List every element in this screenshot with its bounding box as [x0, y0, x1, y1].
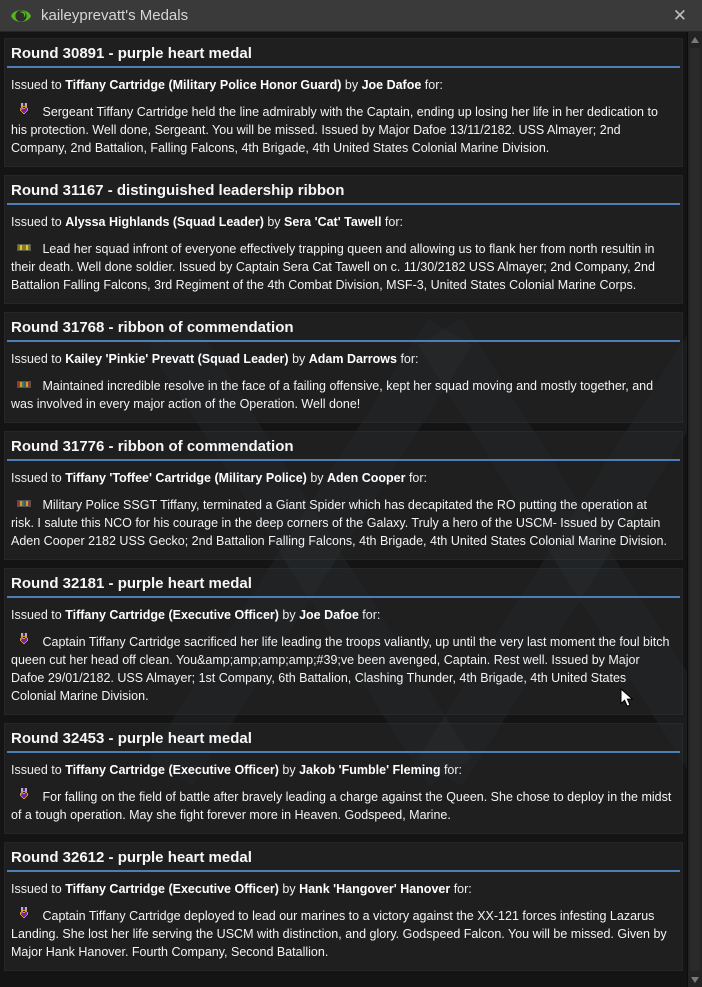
- window-titlebar: [0, 0, 702, 32]
- medals-scroll-area: [0, 32, 687, 987]
- issued-to-label: Issued to: [11, 78, 66, 92]
- for-label: for:: [396, 352, 419, 366]
- byond-eye-icon: [10, 5, 32, 27]
- medal-entry-heading: Round 31776 - ribbon of commendation: [11, 438, 294, 455]
- by-label: by: [278, 882, 300, 896]
- medal-entry: [4, 842, 683, 971]
- recipient-name: Tiffany Cartridge (Military Police Honor Guard): [65, 78, 342, 92]
- triangle-up-icon: [691, 37, 699, 43]
- issuer-name: Aden Cooper: [327, 471, 406, 485]
- issuer-name: Adam Darrows: [308, 352, 397, 366]
- citation-text: Sergeant Tiffany Cartridge held the line admirably with the Captain, ending up losing her life in her dedication to his protection. Well done, Sergeant. You will be missed. Issued by Major Dafoe 13/11/2182. USS Almayer; 2nd Company, 2nd Battalion, Falling Falcons, 4th Brigade, 4th United States Colonial Marine Division.: [11, 105, 658, 155]
- triangle-down-icon: [691, 977, 699, 983]
- by-label: by: [288, 352, 309, 366]
- heading-underline-rule: [7, 340, 680, 342]
- by-label: by: [306, 471, 327, 485]
- medal-citation: [11, 240, 672, 294]
- heading-underline-rule: [7, 751, 680, 753]
- medal-citation: [11, 633, 672, 705]
- issuer-name: Joe Dafoe: [299, 608, 359, 622]
- scroll-down-button[interactable]: [688, 972, 702, 987]
- issued-to-label: Issued to: [11, 763, 66, 777]
- scrollbar-thumb[interactable]: [690, 48, 700, 971]
- recipient-name: Alyssa Highlands (Squad Leader): [65, 215, 264, 229]
- scroll-up-button[interactable]: [688, 32, 702, 47]
- medal-citation: [11, 377, 672, 413]
- issued-to-label: Issued to: [11, 215, 66, 229]
- by-label: by: [278, 763, 300, 777]
- close-button[interactable]: ✕: [672, 6, 687, 25]
- for-label: for:: [381, 215, 403, 229]
- commendation-ribbon-icon: [16, 496, 32, 512]
- issued-line: [11, 607, 672, 624]
- medal-entry-heading: Round 32181 - purple heart medal: [11, 575, 252, 592]
- medal-entry-heading: Round 30891 - purple heart medal: [11, 45, 252, 62]
- citation-text: Captain Tiffany Cartridge sacrificed her life leading the troops valiantly, up until the very last moment the foul bitch queen cut her head off clean. You&amp;amp;amp;amp;#39;ve been avenged, Captain. Rest well. Issued by Major Dafoe 29/01/2182. USS Almayer; 1st Company, 6th Battalion, Clashing Thunder, 4th Brigade, 4th United States Colonial Marine Division.: [11, 635, 670, 703]
- issuer-name: Hank 'Hangover' Hanover: [299, 882, 451, 896]
- heading-underline-rule: [7, 459, 680, 461]
- heading-underline-rule: [7, 66, 680, 68]
- issued-line: [11, 881, 672, 898]
- medal-citation: [11, 496, 672, 550]
- medal-entries-list: [4, 38, 683, 971]
- citation-text: Lead her squad infront of everyone effectively trapping queen and allowing us to flank her from north resultin in their death. Well done soldier. Issued by Captain Sera Cat Tawell on c. 11/30/2182 USS Almayer; 2nd Company, 2nd Battalion Falling Falcons, 3rd Regiment of the 4th Combat Division, MSF-3, United States Colonial Marine Corps.: [11, 242, 655, 292]
- medal-entry: [4, 38, 683, 167]
- vertical-scrollbar[interactable]: [687, 32, 702, 987]
- recipient-name: Tiffany Cartridge (Executive Officer): [65, 608, 279, 622]
- issued-line: [11, 214, 672, 231]
- issuer-name: Jakob 'Fumble' Fleming: [299, 763, 441, 777]
- issued-to-label: Issued to: [11, 882, 66, 896]
- for-label: for:: [405, 471, 428, 485]
- purple-heart-medal-icon: [16, 907, 32, 923]
- purple-heart-medal-icon: [16, 633, 32, 649]
- leadership-ribbon-icon: [16, 240, 32, 256]
- citation-text: Military Police SSGT Tiffany, terminated a Giant Spider which has decapitated the RO putting the operation at risk. I salute this NCO for his courage in the deep corners of the Galaxy. Truly a hero of the USCM- Issued by Captain Aden Cooper 2182 USS Gecko; 2nd Battalion Falling Falcons, 4th Brigade, 4th United States Colonial Marine Division.: [11, 498, 667, 548]
- issued-line: [11, 470, 672, 487]
- issued-line: [11, 351, 672, 368]
- recipient-name: Tiffany 'Toffee' Cartridge (Military Police): [65, 471, 307, 485]
- for-label: for:: [440, 763, 463, 777]
- window-title: kaileyprevatt's Medals: [41, 7, 189, 24]
- medal-entry-heading: Round 32612 - purple heart medal: [11, 849, 252, 866]
- medal-entry: [4, 568, 683, 715]
- medal-entry: [4, 431, 683, 560]
- citation-text: For falling on the field of battle after bravely leading a charge against the Queen. She chose to deploy in the midst of a tough operation. May she fight forever more in Heaven. Godspeed, Marine.: [11, 790, 672, 822]
- recipient-name: Kailey 'Pinkie' Prevatt (Squad Leader): [65, 352, 289, 366]
- medal-entry-heading: Round 31768 - ribbon of commendation: [11, 319, 294, 336]
- issued-line: [11, 762, 672, 779]
- medal-citation: [11, 907, 672, 961]
- recipient-name: Tiffany Cartridge (Executive Officer): [65, 882, 279, 896]
- for-label: for:: [421, 78, 443, 92]
- commendation-ribbon-icon: [16, 377, 32, 393]
- medal-entry-heading: Round 32453 - purple heart medal: [11, 730, 252, 747]
- issued-line: [11, 77, 672, 94]
- medal-citation: [11, 788, 672, 824]
- issued-to-label: Issued to: [11, 608, 66, 622]
- issuer-name: Joe Dafoe: [361, 78, 422, 92]
- medal-citation: [11, 103, 672, 157]
- for-label: for:: [450, 882, 472, 896]
- issuer-name: Sera 'Cat' Tawell: [284, 215, 382, 229]
- heading-underline-rule: [7, 203, 680, 205]
- recipient-name: Tiffany Cartridge (Executive Officer): [65, 763, 279, 777]
- heading-underline-rule: [7, 870, 680, 872]
- medal-entry: [4, 175, 683, 304]
- medal-entry: [4, 723, 683, 834]
- medal-entry: [4, 312, 683, 423]
- medal-entry-heading: Round 31167 - distinguished leadership ribbon: [11, 182, 345, 199]
- by-label: by: [278, 608, 300, 622]
- citation-text: Captain Tiffany Cartridge deployed to lead our marines to a victory against the XX-121 forces infesting Lazarus Landing. She lost her life serving the USCM with distinction, and glory. Godspeed Falcon. You will be missed. Given by Major Hank Hanover. Fourth Company, Second Batallion.: [11, 909, 667, 959]
- citation-text: Maintained incredible resolve in the face of a failing offensive, kept her squad moving and mostly together, and was involved in every major action of the Operation. Well done!: [11, 379, 654, 411]
- issued-to-label: Issued to: [11, 352, 66, 366]
- purple-heart-medal-icon: [16, 103, 32, 119]
- heading-underline-rule: [7, 596, 680, 598]
- issued-to-label: Issued to: [11, 471, 66, 485]
- for-label: for:: [358, 608, 381, 622]
- by-label: by: [263, 215, 285, 229]
- by-label: by: [341, 78, 362, 92]
- purple-heart-medal-icon: [16, 788, 32, 804]
